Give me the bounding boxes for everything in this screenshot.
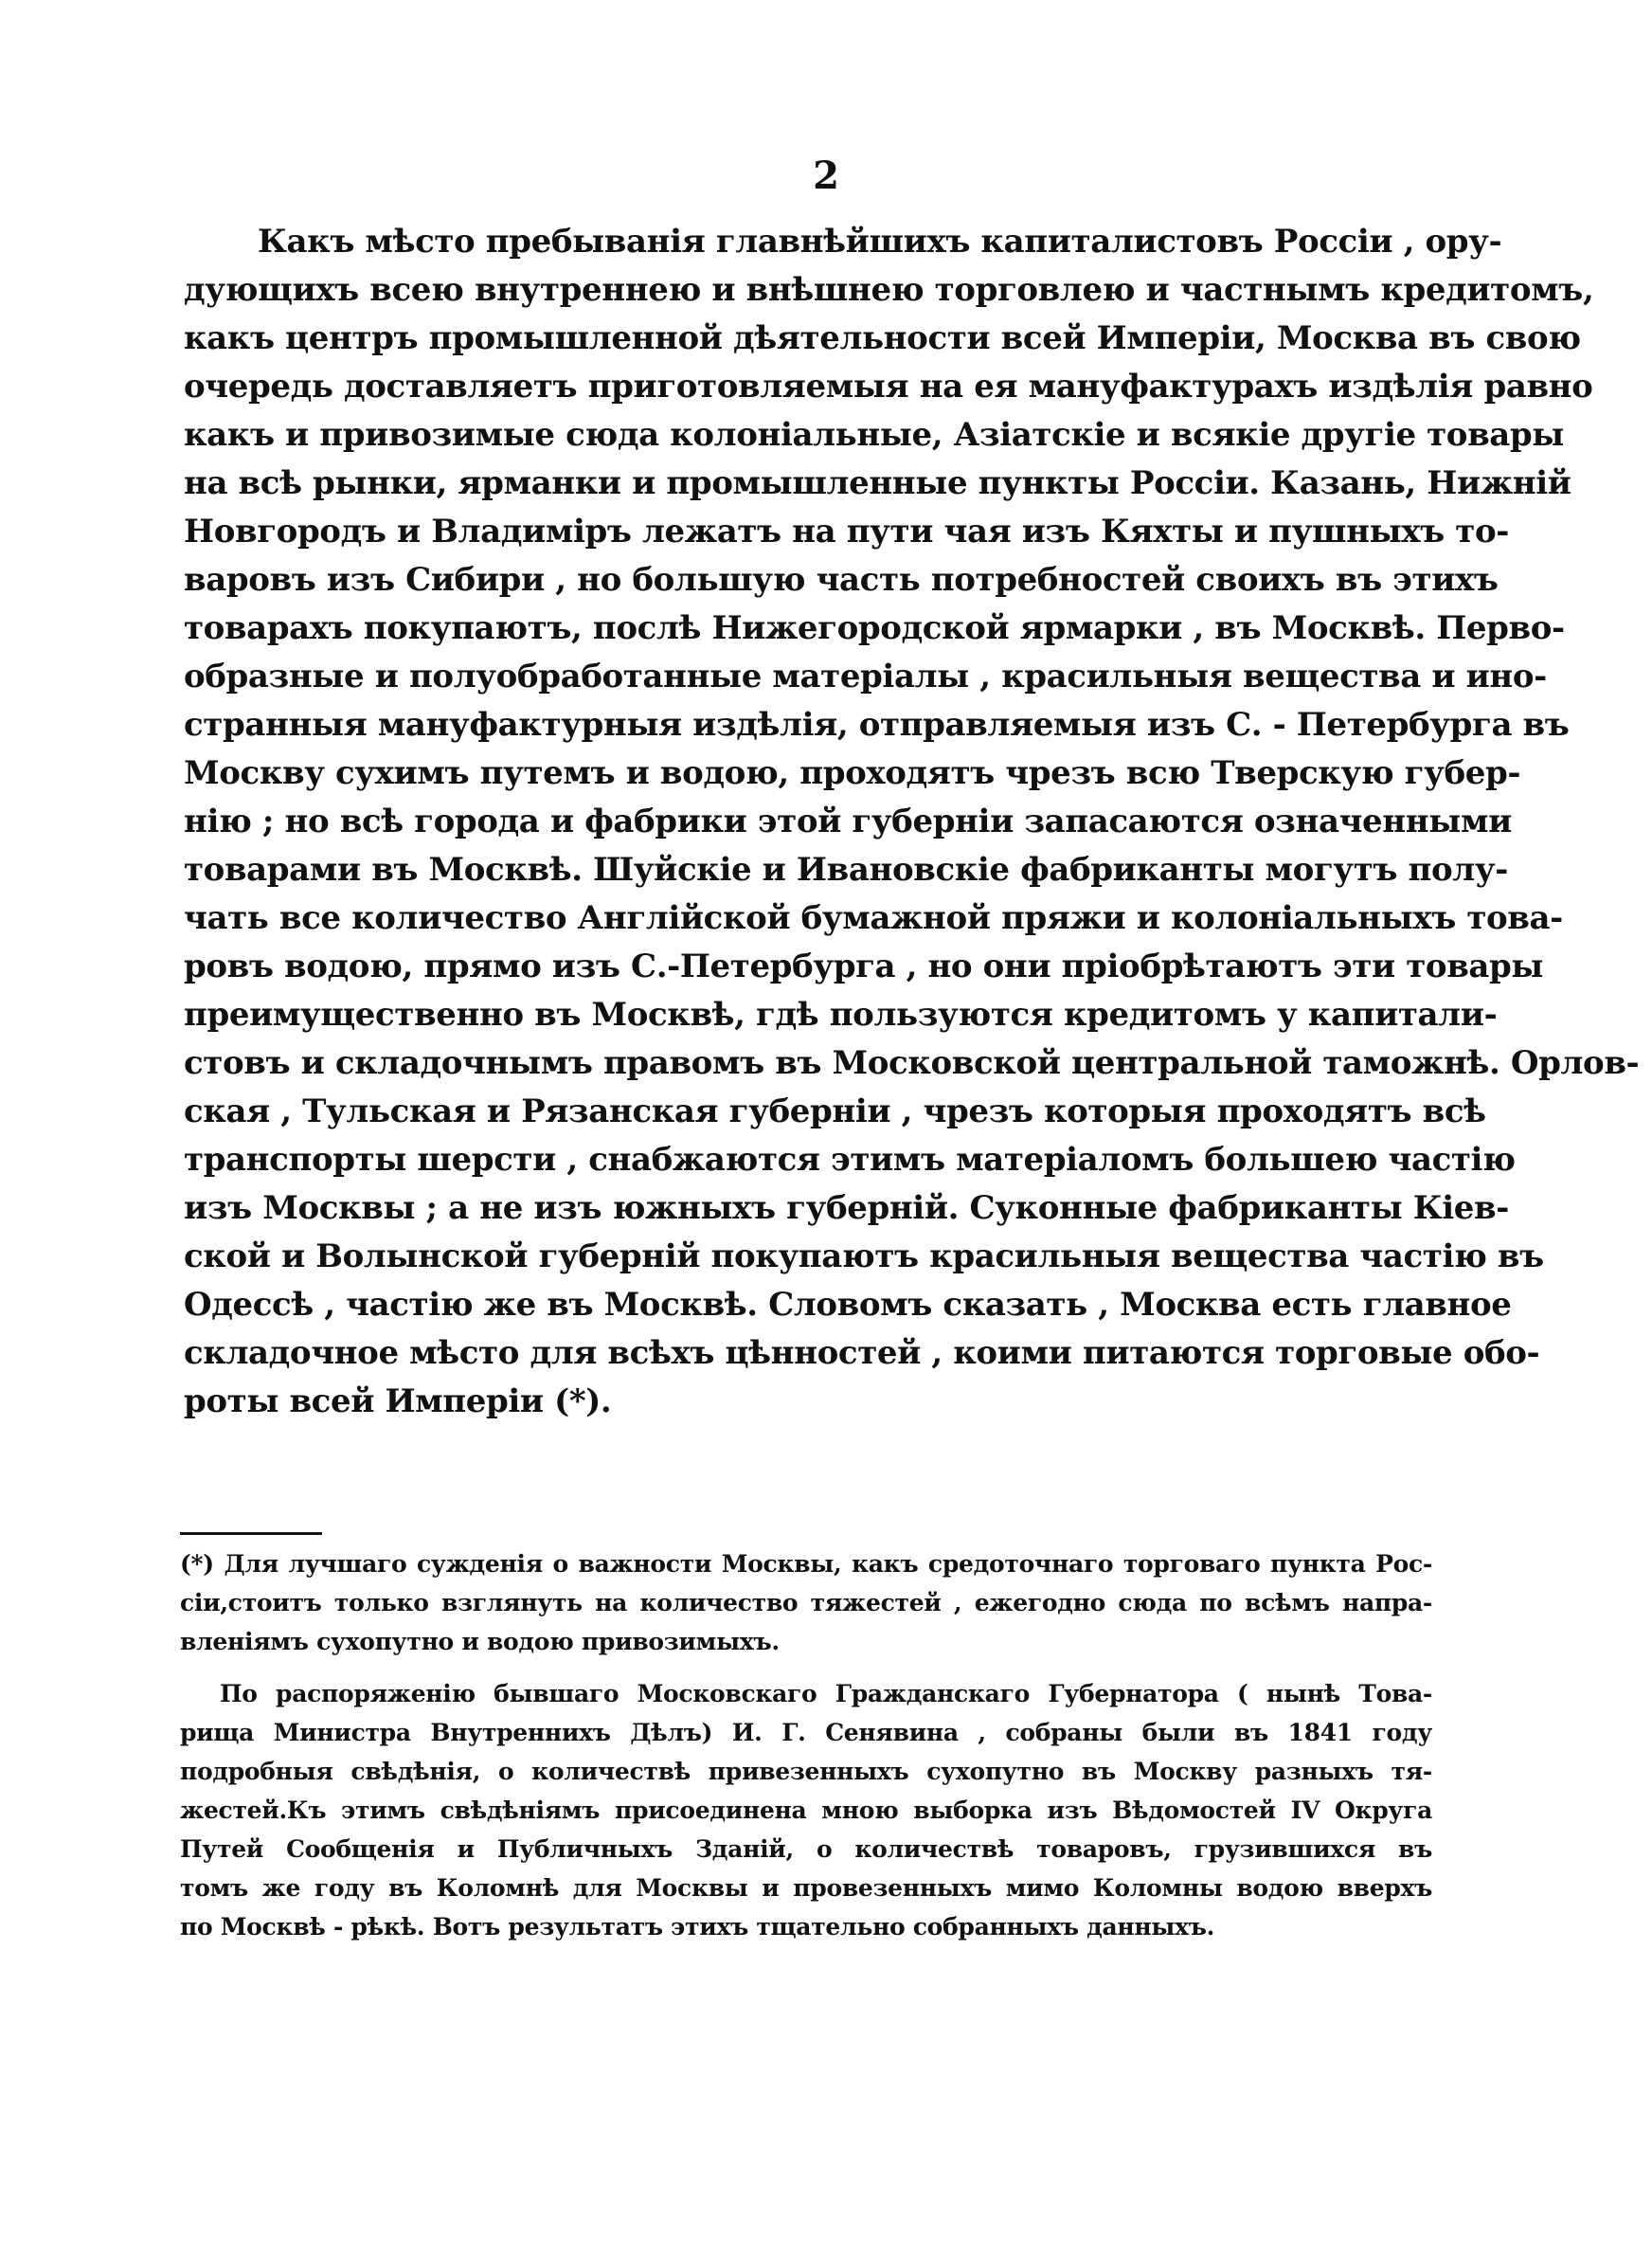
text-line: изъ Москвы ; а не изъ южныхъ губерній. Суконные фабриканты Кіев- <box>184 1189 1509 1227</box>
text-line: Какъ мѣсто пребыванія главнѣйшихъ капиталистовъ Россіи , ору- <box>258 223 1502 261</box>
main-paragraph <box>184 218 1640 1426</box>
footnote-line: рища Министра Внутреннихъ Дѣлъ) И. Г. Сенявина , собраны были въ 1841 году <box>180 1719 1432 1746</box>
text-line: на всѣ рынки, ярманки и промышленные пункты Россіи. Казань, Нижній <box>184 464 1571 502</box>
text-line: складочное мѣсто для всѣхъ цѣнностей , коими питаются торговые обо- <box>184 1334 1540 1372</box>
text-line: Москву сухимъ путемъ и водою, проходятъ чрезъ всю Тверскую губер- <box>184 754 1521 792</box>
text-line: стовъ и складочнымъ правомъ въ Московской центральной таможнѣ. Орлов- <box>184 1044 1640 1082</box>
text-line: Одессѣ , частію же въ Москвѣ. Словомъ сказать , Москва есть главное <box>184 1286 1512 1324</box>
text-line: товарахъ покупаютъ, послѣ Нижегородской ярмарки , въ Москвѣ. Перво- <box>184 609 1565 647</box>
page-number: 2 <box>813 153 839 198</box>
text-line: ской и Волынской губерній покупаютъ красильныя вещества частію въ <box>184 1237 1544 1275</box>
footnote-line: вленіямъ сухопутно и водою привозимыхъ. <box>180 1628 780 1655</box>
text-line: товарами въ Москвѣ. Шуйскіе и Ивановскіе фабриканты могутъ полу- <box>184 851 1508 889</box>
text-line: варовъ изъ Сибири , но большую часть потребностей своихъ въ этихъ <box>184 561 1499 599</box>
text-line: странныя мануфактурныя издѣлія, отправляемыя изъ С. - Петербурга въ <box>184 706 1570 744</box>
footnote-line: жестей.Къ этимъ свѣдѣніямъ присоединена мною выборка изъ Вѣдомостей IV Округа <box>180 1797 1432 1824</box>
text-line: какъ центръ промышленной дѣятельности всей Имперіи, Москва въ свою <box>184 319 1581 357</box>
text-line: Новгородъ и Владиміръ лежатъ на пути чая изъ Кяхты и пушныхъ то- <box>184 513 1509 551</box>
footnote-separator <box>180 1532 322 1535</box>
text-line: нію ; но всѣ города и фабрики этой губерніи запасаются означенными <box>184 803 1512 840</box>
footnote-line: По распоряженію бывшаго Московскаго Гражданскаго Губернатора ( нынѣ Това- <box>220 1680 1432 1707</box>
footnote-line: (*) Для лучшаго сужденія о важности Москвы, какъ средоточнаго торговаго пункта Рос- <box>180 1550 1432 1578</box>
text-line: какъ и привозимые сюда колоніальные, Азіатскіе и всякіе другіе товары <box>184 416 1564 454</box>
text-line: образные и полуобработанные матеріалы , красильныя вещества и ино- <box>184 658 1547 695</box>
footnote-paragraph-2 <box>180 1674 1432 1946</box>
text-line: транспорты шерсти , снабжаются этимъ матеріаломъ большею частію <box>184 1141 1516 1179</box>
footnote-line: сіи,стоитъ только взглянуть на количество тяжестей , ежегодно сюда по всѣмъ напра- <box>180 1589 1432 1616</box>
text-line: ровъ водою, прямо изъ С.-Петербурга , но они пріобрѣтаютъ эти товары <box>184 948 1544 985</box>
text-line: чать все количество Англійской бумажной пряжи и колоніальныхъ това- <box>184 899 1563 937</box>
text-line: преимущественно въ Москвѣ, гдѣ пользуются кредитомъ у капитали- <box>184 996 1498 1034</box>
footnote-line: по Москвѣ - рѣкѣ. Вотъ результатъ этихъ тщательно собранныхъ данныхъ. <box>180 1913 1215 1941</box>
text-line: роты всей Имперіи (*). <box>184 1382 612 1420</box>
footnote-line: Путей Сообщенія и Публичныхъ Зданій, о количествѣ товаровъ, грузившихся въ <box>180 1835 1432 1863</box>
footnote-paragraph-1 <box>180 1544 1432 1661</box>
text-line: дующихъ всею внутреннею и внѣшнею торговлею и частнымъ кредитомъ, <box>184 271 1594 309</box>
footnote-line: подробныя свѣдѣнія, о количествѣ привезенныхъ сухопутно въ Москву разныхъ тя- <box>180 1758 1432 1785</box>
footnote <box>180 1544 1432 1946</box>
text-line: ская , Тульская и Рязанская губерніи , чрезъ которыя проходятъ всѣ <box>184 1092 1486 1130</box>
footnote-line: томъ же году въ Коломнѣ для Москвы и провезенныхъ мимо Коломны водою вверхъ <box>180 1874 1432 1902</box>
text-line: очередь доставляетъ приготовляемыя на ея мануфактурахъ издѣлія равно <box>184 368 1593 406</box>
